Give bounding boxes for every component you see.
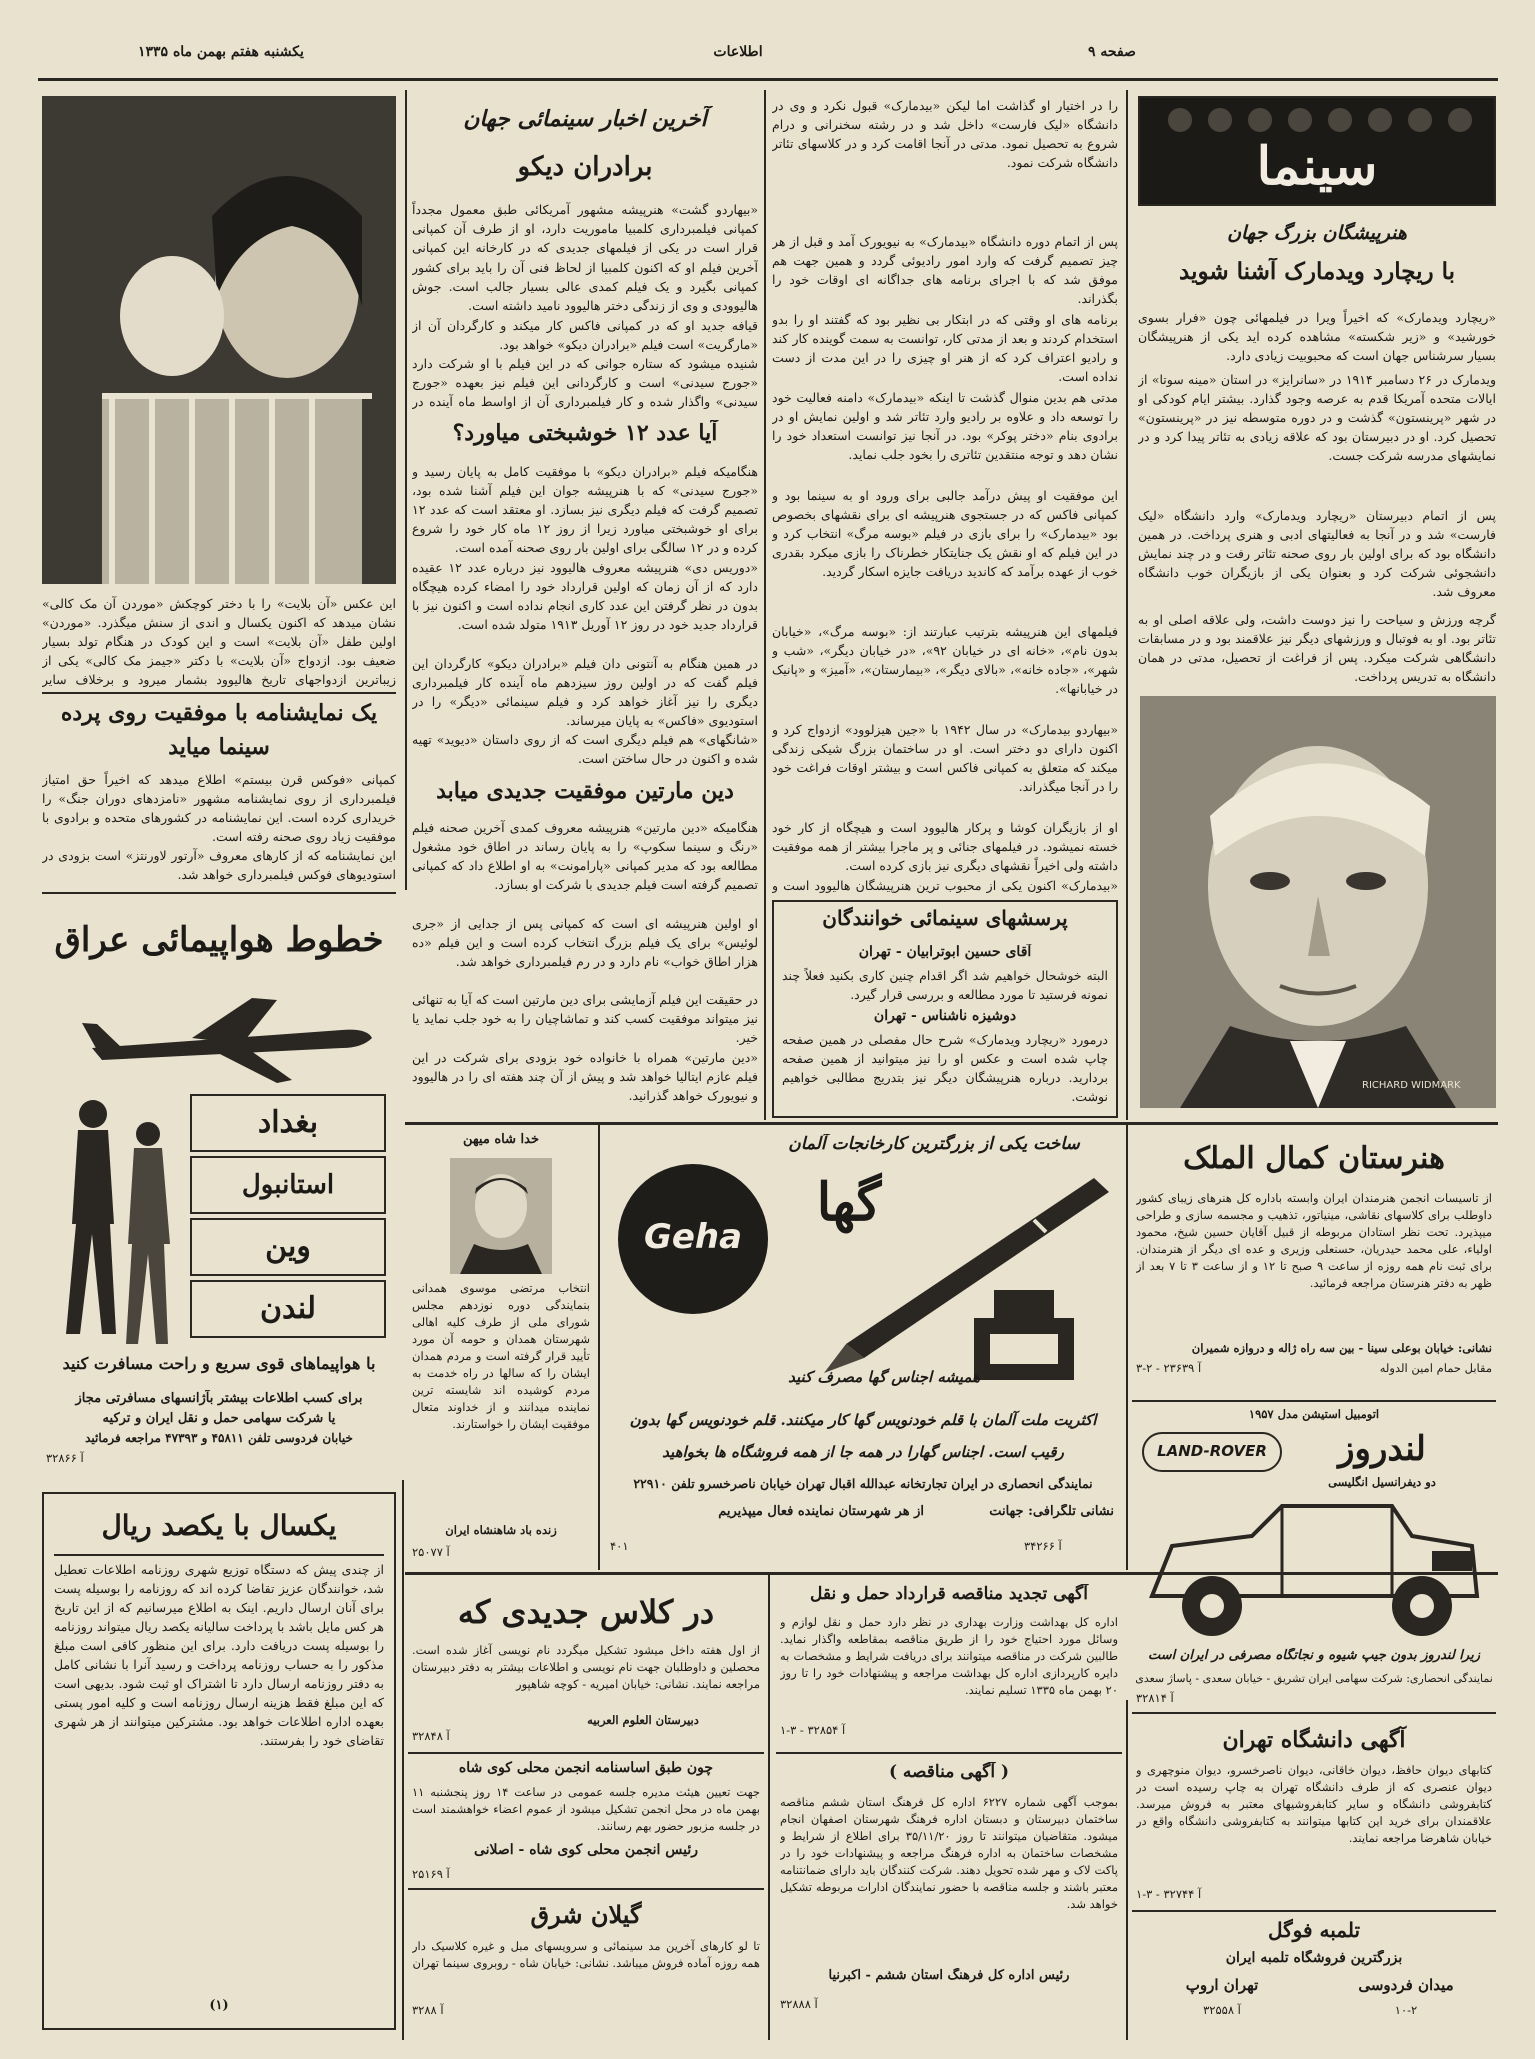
geha-line-5: از هر شهرستان نماینده فعال میپذیریم — [718, 1504, 924, 1519]
gilan-shargh-code: آ ۳۲۸۸ — [412, 2003, 444, 2017]
col-divider-2 — [764, 90, 766, 1120]
gilan-shargh-title: گیلان شرق — [530, 1900, 642, 1929]
col1-p2: آخرین فیلم او که اکنون کلمبیا از لحاظ فنی آن را باید برای کشور کمپانی بگیرد و یک فیلم کمدی عالی بسیار جالب است. جوش هالیوودی و وی از زندگی دختر هالیوود نامید داشته است. — [412, 260, 758, 313]
rule-dar-kuyshah — [408, 1752, 764, 1754]
play-to-screen-headline: یک نمایشنامه با موفقیت روی پرده سینما میاید — [60, 700, 378, 760]
airplane-icon — [42, 978, 396, 1088]
readers-questions-title: پرسشهای سینمائی خوانندگان — [822, 906, 1068, 930]
great-actors-kicker: هنرپیشگان بزرگ جهان — [1227, 222, 1407, 244]
cinema-news-title: آخرین اخبار سینمائی جهان — [463, 106, 707, 132]
col1-p8: «شانگهای» هم فیلم دیگری است که از روی داستان «دیوید» تهیه شده و اکنون در حال ساختن است. — [412, 732, 758, 766]
rule-kamal-landrover — [1132, 1400, 1496, 1402]
land-rover-top: اتومبیل استیشن مدل ۱۹۵۷ — [1248, 1407, 1380, 1421]
col2-p5: این موفقیت او پیش درآمد جالبی برای ورود او به سینما بود و کمپانی فاکس که در جستجوی هنرپیشه ای برای نقشهای بخصوص بود «بیدمارک» را برای بازی در فیلم «بوسه مرگ» انتخاب کرد و در این فیلم که او نقش یک جنایتکار خطرناک را بازی میکرد بقدری خوب از عهده برآمد که کاندید دریافت جایزه اسکار گردید. — [772, 488, 1118, 579]
col2-p9: «بیدمارک» اکنون یکی از محبوب ترین هنرپیشگان هالیوود است و — [772, 878, 1118, 893]
col1-p7: در همین هنگام به آنتونی دان فیلم «برادران دیکو» کارگردان این فیلم گفت که در اولین روز سیزدهم ماه آینده کار فیلمبرداری دیگری را نیز آغاز خواهد کرد و فیلم سینمائی «دیگر» را در استودیوی «فاکس» به پایان میرساند. — [412, 656, 758, 728]
transport-tender-ad — [776, 1578, 1122, 1746]
destination-istanbul: استانبول — [190, 1156, 386, 1214]
mother-child-photo — [42, 96, 396, 584]
divider-khoda-geha — [598, 1124, 600, 1570]
tehran-university-title: آگهی دانشگاه تهران — [1222, 1727, 1406, 1753]
kamal-ol-molk-title: هنرستان کمال الملک — [1183, 1141, 1445, 1176]
col2-p2: پس از اتمام دوره دانشگاه «بیدمارک» به نیویورک آمد و قبل از هر چیز تصمیم گرفت که وارد امور رادیوئی گردد و همین جهت هم موفق شد که با اجرای برنامه های جداگانه ای اوقات خود را بگذراند. — [772, 234, 1118, 306]
kuy-shah-ad — [408, 1756, 764, 1886]
land-rover-sub: دو دیفرانسیل انگلیسی — [1328, 1475, 1436, 1489]
col3-p2: ویدمارک در ۲۶ دسامبر ۱۹۱۴ در «سانرایز» در استان «مینه سوتا» از ایالات متحده آمریکا قدم به عرصه وجود گذارد. بیشتر ایام کودکی او در شهر «پرینستون» گذشت و در دوره متوسطه نیز در «پرینستون» تحصیل کرد. او در دبیرستان بود که علاقه زیادی به تئاتر پیدا کرد و در نمایشهای مدرسه شرکت جست. — [1138, 372, 1496, 463]
transport-tender-text: اداره کل بهداشت وزارت بهداری در نظر دارد حمل و نقل لوازم و وسائل مورد احتیاج خود را از طریق مناقصه بمقاطعه واگذار نماید. طالبین شرکت در مناقصه میتوانند برای دریافت شرایط و مشخصات به دایره کارپردازی اداره کل بهداشت مراجعه و پیشنهادات خود را تا روز ۲۰ بهمن ماه ۱۳۳۵ تسلیم نمایند. — [780, 1615, 1118, 1697]
play-to-screen-p2: این نمایشنامه که از کارهای معروف «آرتور لاورنتز» است بزودی در استودیوهای فوکس فیلمبرداری خواهد شد. — [42, 848, 396, 882]
reader-1-answer: البته خوشحال خواهیم شد اگر اقدام چنین کاری بکنید فعلاً چند نمونه فرستید تا مورد مطالعه و بررسی قرار گیرد. — [782, 968, 1108, 1002]
divider-bottom-1 — [768, 1574, 770, 2040]
destination-vienna: وین — [190, 1218, 386, 1276]
divider-geha-kamal — [1126, 1124, 1128, 1570]
airline-slogan: با هواپیماهای قوی سریع و راحت مسافرت کنید — [62, 1354, 376, 1373]
vogel-pump-sub: بزرگترین فروشگاه تلمبه ایران — [1225, 1950, 1403, 1966]
widmark-headline: با ریچارد ویدمارک آشنا شوید — [1179, 258, 1455, 285]
col3-p4: گرچه ورزش و سیاحت را نیز دوست داشت، ولی علاقه اصلی او به تئاتر بود. او به فوتبال و ورزشهای دیگر نیز علاقمند بود و در مسابقات دانشگاهی شرکت میکرد. پس از فراغت از تحصیل، مدتی در همان دانشگاه به تدریس پرداخت. — [1138, 612, 1496, 684]
geha-brand-latin: Geha — [643, 1217, 743, 1257]
col2-p6: فیلمهای این هنرپیشه بترتیب عبارتند از: «بوسه مرگ»، «خیابان بدون نام»، «خانه ای در خیابان ۹۲»، «در خیابان دیگر»، «شب و شهر»، «جاده خانه»، «بالای دیگر»، «بیمارستان»، «آمیز» و «پانیک در خیابانها». — [772, 624, 1118, 696]
candidate-portrait — [450, 1158, 552, 1274]
iraqi-airways-title: خطوط هواپیمائی عراق — [54, 920, 384, 960]
col1-p4: شنیده میشود که ستاره جوانی که در این فیلم با او شرکت دارد «جورج سیدنی» است و کارگردانی این فیلم نیز بعهده «جورج سیدنی» واگذار شده و کار فیلمبرداری آن از اواسط ماه آینده در — [412, 356, 758, 409]
widmark-portrait — [1140, 696, 1496, 1108]
land-rover-ad — [1132, 1404, 1496, 1704]
rule-kuyshah-gilan — [408, 1888, 764, 1890]
geha-roundel — [618, 1164, 768, 1314]
mid-section-rule — [405, 1122, 1498, 1125]
kamal-ol-molk-address: نشانی: خیابان بوعلی سینا - بین سه راه ژاله و دروازه شمیران — [1191, 1341, 1492, 1355]
divider-bottom-2 — [1126, 1700, 1128, 2040]
airline-info-3: خیابان فردوسی تلفن ۴۵۸۱۱ و ۴۷۳۹۳ مراجعه فرمائید — [85, 1431, 353, 1445]
reader-1-name: آقای حسین ابوترابیان - تهران — [858, 944, 1032, 960]
masthead-rule — [38, 78, 1498, 81]
col1-p3: قیافه جدید او که در کمپانی فاکس کار میکند و کارگردان آن از «مارگریت» است فیلم «برادران دیکو» خواهد بود. — [412, 318, 758, 352]
geha-line-2: رقیب است. اجناس گهارا در همه جا از همه فروشگاه ها بخواهید — [662, 1443, 1064, 1461]
transport-tender-code: آ ۳۲۸۵۴ - ۳-۱ — [780, 1723, 846, 1737]
col-divider-3 — [1126, 90, 1128, 1120]
geha-code-left: ۴۰۱ — [610, 1539, 629, 1553]
col-divider-1 — [405, 90, 407, 890]
airline-info-2: یا شرکت سهامی حمل و نقل ایران و ترکیه — [102, 1411, 336, 1426]
geha-use-slogan: همیشه اجناس گها مصرف کنید — [788, 1368, 980, 1386]
land-rover-bottom-slogan: زیرا لندروز بدون جیپ شیوه و نجاتگاه مصرفی در ایران است — [1148, 1648, 1480, 1663]
col1-p10: او اولین هنرپیشه ای است که کمپانی پس از جدایی از «جری لوئیس» برای یک فیلم بزرگ انتخاب کرده است و این فیلم «ده هزار اطاق خواب» نام دارد و در رم فیلمبرداری خواهد شد. — [412, 916, 758, 969]
vogel-branch-left: تهران اروپ — [1185, 1976, 1259, 1994]
land-rover-title-fa: لندروز — [1338, 1429, 1426, 1469]
candidate-announcement — [408, 1128, 594, 1568]
culture-tender-title: ( آگهی مناقصه ) — [888, 1762, 1010, 1782]
land-rover-logo — [1142, 1432, 1282, 1472]
vogel-code-left: آ ۳۲۵۵۸ — [1203, 2003, 1241, 2017]
geha-line-3: نمایندگی انحصاری در ایران تجارتخانه عبدالله اقبال تهران خیابان ناصرخسرو تلفن ۲۲۹۱۰ — [633, 1476, 1093, 1491]
col2-p8: او از بازیگران کوشا و پرکار هالیوود است و هیچگاه از کار خود خسته نمیشود. در فیلمهای جنائی و پر ماجرا بیشتر از همه موفقیت داشته ولی اخیراً نقشهای دیگری نیز بازی کرده است. — [772, 820, 1118, 873]
vogel-branch-right: میدان فردوسی — [1358, 1976, 1454, 1994]
geha-brand-persian: گها — [816, 1172, 882, 1233]
subscription-code: (۱) — [209, 1998, 229, 2013]
tehran-university-ad — [1132, 1716, 1496, 1908]
page-header — [38, 40, 1498, 70]
transport-tender-title: آگهی تجدید مناقصه قرارداد حمل و نقل — [810, 1584, 1088, 1604]
dico-brothers-headline: برادران دیکو — [517, 152, 653, 182]
reader-2-answer: درمورد «ریچارد ویدمارک» شرح حال مفصلی در همین صفحه چاپ شده است و عکس او را نیز میتوانید از همین صفحه بردارید. درباره هنرپیشگان دیگر نیز بتدریج مطالبی خواهیم نوشت. — [782, 1032, 1108, 1104]
col2-p7: «بیهاردو بیدمارک» در سال ۱۹۴۲ با «جین هیزلوود» ازدواج کرد و اکنون دارای دو دختر است. او در ساختمان بزرگ شیکی زندگی میکند که متعلق به کمپانی فاکس است و بیشتر اوقات فراغت خود را در آنجا میگذراند. — [772, 722, 1118, 794]
vogel-pump-title: تلمبه فوگل — [1267, 1918, 1361, 1942]
kamal-ol-molk-address-2: مقابل حمام امین الدوله — [1379, 1361, 1492, 1375]
rule-tender-monaqese — [776, 1752, 1122, 1754]
candidate-photo — [450, 1158, 552, 1274]
portrait-illustration — [1140, 696, 1496, 1108]
kuy-shah-code: آ ۲۵۱۶۹ — [412, 1867, 450, 1881]
kamal-ol-molk-code: آ ۲۳۶۳۹ - ۲-۳ — [1136, 1361, 1202, 1375]
vogel-code-right: ۱۰-۲ — [1394, 2003, 1418, 2017]
destinations-sign — [190, 1094, 390, 1344]
airline-ad-code: آ ۳۲۸۶۶ — [46, 1451, 84, 1465]
airline-info-1: برای کسب اطلاعات بیشتر بآژانسهای مسافرتی مجاز — [75, 1391, 363, 1406]
gilan-shargh-text: تا لو کارهای آخرین مد سینمائی و سرویسهای مبل و غیره کلاسیک دار همه روزه آماده فروش میباشد. نشانی: خیابان شاه - روبروی سینما تهران — [412, 1939, 760, 1970]
geha-pen-ad — [604, 1128, 1122, 1568]
photo-caption: این عکس «آن بلایت» را با دختر کوچکش «موردن آن مک کالی» نشان میدهد که اکنون یکسال و اندی از سنش میگذرد. «موردن» اولین طفل «آن بلایت» است و این کودک در هنگام تولد بسیار ضعیف بود. ازدواج «آن بلایت» با دکتر «جیمز مک کالی» یکی از زیباترین ازدواجهای تاریخ هالیوود بشمار میرود و برخلاف سایر — [42, 596, 396, 687]
land-rover-vehicle — [1132, 1496, 1496, 1646]
new-class-ad — [408, 1578, 764, 1748]
kuy-shah-text: جهت تعیین هیئت مدیره جلسه عمومی در ساعت ۱۴ روز پنجشنبه ۱۱ بهمن ماه در محل انجمن تشکیل میشود از عموم اعضاء خواهشمند است در جلسه مزبور حضور بهم رسانند. — [412, 1785, 760, 1833]
header-date: یکشنبه هفتم بهمن ماه ۱۳۳۵ — [138, 44, 304, 60]
culture-tender-sign: رئیس اداره کل فرهنگ استان ششم - اکبرنیا — [828, 1968, 1070, 1983]
geha-line-1: اکثریت ملت آلمان با قلم خودنویس گها کار میکنند. قلم خودنویس گها بدون — [629, 1411, 1097, 1429]
new-class-sign: دبیرستان العلوم العربیه — [587, 1713, 699, 1727]
col1-p6: «دوریس دی» هنرپیشه معروف هالیوود نیز درباره عدد ۱۲ عقیده دارد که از آن زمان که اولین قرارداد خود را امضاء کرده هیچگاه بدون در نظر گرفتن این عدد کاری انجام نداده است و اکنون نیز با قرارداد جدید خود در روز ۱۲ آوریل ۱۹۱۳ متولد شده است. — [412, 560, 758, 632]
geha-tagline-top: ساخت یکی از بزرگترین کارخانجات آلمان — [788, 1134, 1080, 1154]
reader-2-name: دوشیزه ناشناس - تهران — [873, 1008, 1017, 1024]
kamal-ol-molk-ad — [1132, 1128, 1496, 1398]
rule-university-fogel — [1132, 1910, 1496, 1912]
candidate-slogan: زنده باد شاهنشاه ایران — [445, 1523, 557, 1537]
travelers-illustration — [48, 1094, 188, 1364]
destination-london: لندن — [190, 1280, 386, 1338]
header-paper-name: اطلاعات — [713, 44, 763, 60]
rule-bottom-row — [405, 1572, 1498, 1575]
subscription-text: از چندی پیش که دستگاه توزیع شهری روزنامه اطلاعات تعطیل شد، خوانندگان عزیز تقاضا کرده اند که روزنامه را بوسیله پست برای آنان ارسال داریم. اینک به اطلاع میرسانیم که از این تاریخ هر کس مایل باشد با پرداخت سالیانه یکصد ریال میتواند روزنامه را بوسیله پست دریافت دارد. برای این منظور کافی است مبلغ مذکور را به حساب روزنامه پرداخت و رسید آنرا با نشانی کامل به دفتر روزنامه ارسال دارد تا اشتراک او ثبت شود. بدیهی است که این مبلغ فقط هزینه ارسال روزنامه است و کلیه امور پستی بعهده اداره اطلاعات خواهد بود. مشترکین میتوانند از هر شهری تقاضای خود را بفرستند. — [54, 1562, 384, 1748]
destination-baghdad: بغداد — [190, 1094, 386, 1152]
kuy-shah-title: چون طبق اساسنامه انجمن محلی کوی شاه — [458, 1760, 714, 1776]
rule-landrover-university — [1132, 1712, 1496, 1714]
col1-p11: در حقیقت این فیلم آزمایشی برای دین مارتین است که آیا به تنهائی نیز میتواند موفقیت کسب کند و تماشاچیان را به خود جلب نماید یا خیر. — [412, 992, 758, 1045]
dean-martin-headline: دین مارتین موفقیت جدیدی میابد — [436, 778, 734, 804]
geha-line-4: نشانی تلگرافی: جهانت — [989, 1504, 1114, 1519]
khoda-shah-mihan: خدا شاه میهن — [463, 1132, 539, 1147]
new-class-code: آ ۳۲۸۴۸ — [412, 1729, 450, 1743]
tehran-university-code: آ ۳۲۷۴۴ - ۳-۱ — [1136, 1887, 1202, 1901]
col2-p4: مدتی هم بدین منوال گذشت تا اینکه «بیدمارک» دامنه فعالیت خود را توسعه داد و علاوه بر رادیو وارد تئاتر شد و اولین نمایش او در برادوی بنام «دختر پوکر» بود. در آنجا نیز توانست استعداد خود را نشان دهد و توجه منتقدین تئاتری را بخود جلب نماید. — [772, 390, 1118, 462]
cinema-logo-title: سینما — [1256, 136, 1378, 197]
subscription-ad — [42, 1492, 396, 2030]
kuy-shah-sign: رئیس انجمن محلی کوی شاه - اصلانی — [473, 1842, 699, 1858]
culture-tender-text: بموجب آگهی شماره ۶۲۲۷ اداره کل فرهنگ استان ششم مناقصه ساختمان دبیرستان و دبستان اداره فرهنگ شهرستان اصفهان انجام میشود. متقاضیان میتوانند تا روز ۳۵/۱۱/۲۰ برای اطلاع از شرایط و مشخصات ساختمان به اداره فرهنگ مراجعه و پیشنهادات خود را در پاکت لاک و مهر شده تحویل دهند. شرکت کنندگان باید دارای ضمانتنامه معتبر باشند و جلسه مناقصه با حضور نمایندگان ادارات مربوطه تشکیل خواهد شد. — [780, 1795, 1118, 1911]
portrait-signature: RICHARD WIDMARK — [1362, 1080, 1461, 1091]
subscription-title: یکسال با یکصد ریال — [101, 1509, 337, 1542]
col3-p3: پس از اتمام دبیرستان «ریچارد ویدمارک» وارد دانشگاه «لیک فارست» شد و در آنجا به فعالیتهای ادبی و هنری پرداخت. در همین دانشگاه بود که برای اولین بار روی صحنه تئاتر رفت و در چند نمایش دانشجوئی شرکت کرد و بعنوان یکی از بازیگران خوب دانشگاه معروف شد. — [1138, 508, 1496, 599]
photo-illustration — [42, 96, 396, 584]
culture-tender-code: آ ۳۲۸۸۸ — [780, 1997, 818, 2011]
iraqi-airways-ad — [42, 892, 396, 1468]
col1-p5: هنگامیکه فیلم «برادران دیکو» با موفقیت کامل به پایان رسید و «جورج سیدنی» که با هنرپیشه جوان این فیلم آشنا شده بود، تصمیم گرفت که فیلم دیگری نیز بسازد. او معتقد است که عدد ۱۲ برای او خوشبختی میاورد زیرا از روز ۱۲ ماه کار خود را شروع کرده و در ۱۲ سالگی برای اولین بار روی صحنه آمده است. — [412, 464, 758, 555]
land-rover-title-en: LAND-ROVER — [1157, 1442, 1267, 1460]
kamal-ol-molk-text: از تاسیسات انجمن هنرمندان ایران وابسته باداره کل هنرهای زیبای کشور داوطلب برای کلاسهای نقاشی، مینیاتور، تذهیب و مجسمه سازی و طراحی میپذیرد. تحت نظر استادان مربوطه از قبیل آقایان حسین شیخ، محمود اولیاء، علی محمد حیدریان، حسنعلی وزیری و عده ای دیگر از هنرمندان. برای ثبت نام همه روزه از ساعت ۹ صبح تا ۱۲ و از ساعت ۳ تا ۷ بعد از ظهر به دفتر هنرستان مراجعه فرمائید. — [1136, 1191, 1492, 1290]
col3-p1: «ریچارد ویدمارک» که اخیراً ویرا در فیلمهائی چون «فرار بسوی خورشید» و «زیر شکسته» مشاهده کرده اید یکی از هنرپیشگان بسیار سرشناس جهان است که محبوبیت زیادی دارد. — [1138, 310, 1496, 363]
header-page-number: صفحه ۹ — [1088, 44, 1136, 60]
col2-p3: برنامه های او وقتی که در ابتکار بی نظیر بود که گفتند او را بدو استخدام کردند و بعد از مدتی کار، توانست به سمت گوینده کار کند و رادیو اعتراف کرد که از هنر او چیزی را در این مدت از دست نداده است. — [772, 312, 1118, 384]
gilan-shargh-ad — [408, 1892, 764, 2032]
candidate-code: آ ۲۵۰۷۷ — [412, 1545, 450, 1559]
number-12-headline: آیا عدد ۱۲ خوشبختی میاورد؟ — [452, 420, 718, 446]
col1-p9: هنگامیکه «دین مارتین» هنرپیشه معروف کمدی آخرین صحنه فیلم «رنگ و سینما سکوپ» را به پایان رساند در اطاق خود مشغول مطالعه بود که مدیر کمپانی «پارامونت» به او اطلاع داد که کمپانی تصمیم گرفته است فیلم جدیدی با شرکت او بسازد. — [412, 820, 758, 892]
culture-tender-ad — [776, 1756, 1122, 2032]
readers-questions-box — [772, 900, 1118, 1118]
vogel-pump-ad — [1132, 1914, 1496, 2032]
rule-col4-1 — [42, 692, 396, 694]
col1-p1: «بیهاردو گشت» هنرپیشه مشهور آمریکائی طبق معمول مجدداً کمپانی فیلمبرداری کلمبیا ماموریت دارد، او از طرف آن کمپانی قرار است در یکی از فیلمهای جدیدی که در کارخانه این کمپانی — [412, 202, 758, 255]
land-rover-code: آ ۳۲۸۱۴ — [1136, 1691, 1174, 1705]
cinema-section-logo — [1138, 96, 1496, 206]
new-class-title: در کلاس جدیدی که — [457, 1593, 715, 1631]
col1-p12: «دین مارتین» همراه با خانواده خود بزودی برای شرکت در این فیلم عازم ایتالیا خواهد شد و پیش از آن چند هفته ای را در هالیوود و نیویورک خواهد گذرانید. — [412, 1050, 758, 1103]
col2-p1: را در اختیار او گذاشت اما لیکن «بیدمارک» قبول نکرد و وی در دانشگاه «لیک فارست» داخل شد و در رشته سخنرانی و درام شروع به تحصیل نمود. مدتی در آنجا اقامت کرد و در کلاسهای تئاتر دانشگاه شرکت نمود. — [772, 98, 1118, 170]
new-class-text: از اول هفته داخل میشود تشکیل میگردد نام نویسی آغاز شده است. محصلین و داوطلبان جهت نام نویسی و اطلاعات بیشتر به دفتر دبیرستان مراجعه نمایند. نشانی: خیابان امیریه - کوچه شاهپور — [412, 1643, 760, 1691]
subscription-rule — [54, 1554, 384, 1556]
land-rover-dealer: نمایندگی انحصاری: شرکت سهامی ایران تشریق - خیابان سعدی - پاساژ سعدی — [1135, 1672, 1493, 1685]
tehran-university-text: کتابهای دیوان حافظ، دیوان خاقانی، دیوان ناصرخسرو، دیوان منوچهری و دیوان عنصری که از طرف دانشگاه تهران به چاپ رسیده است در کتابفروشی دانشگاه و سایر کتابفروشیهای معتبر به فروش میرسد. علاقمندان برای خرید این کتابها میتوانند به کتابفروشی دانشگاه واقع در خیابان شاهرضا مراجعه نمایند. — [1136, 1763, 1492, 1845]
candidate-text: انتخاب مرتضی موسوی همدانی بنمایندگی دوره نوزدهم مجلس شورای ملی از طرف کلیه اهالی شهرستان همدان و حومه آن مورد تأیید قرار گرفته است و مردم همدان ایشان را که سالها در راه خدمت به مردم کوشیده اند شایسته ترین نماینده میدانند و از خداوند متعال موفقیت ایشان را خواستارند. — [412, 1281, 590, 1431]
geha-code-right: آ ۳۴۲۶۶ — [1024, 1539, 1062, 1553]
divider-left-bottom — [402, 1480, 404, 2040]
play-to-screen-p1: کمپانی «فوکس قرن بیستم» اطلاع میدهد که اخیراً حق امتیاز فیلمبرداری از روی نمایشنامه مشهور «نامزدهای دوران جنگ» را خریداری کرده است. این نمایشنامه در کشورهای متحده و برادوی با موفقیت زیاد روی صحنه رفته است. — [42, 772, 396, 844]
